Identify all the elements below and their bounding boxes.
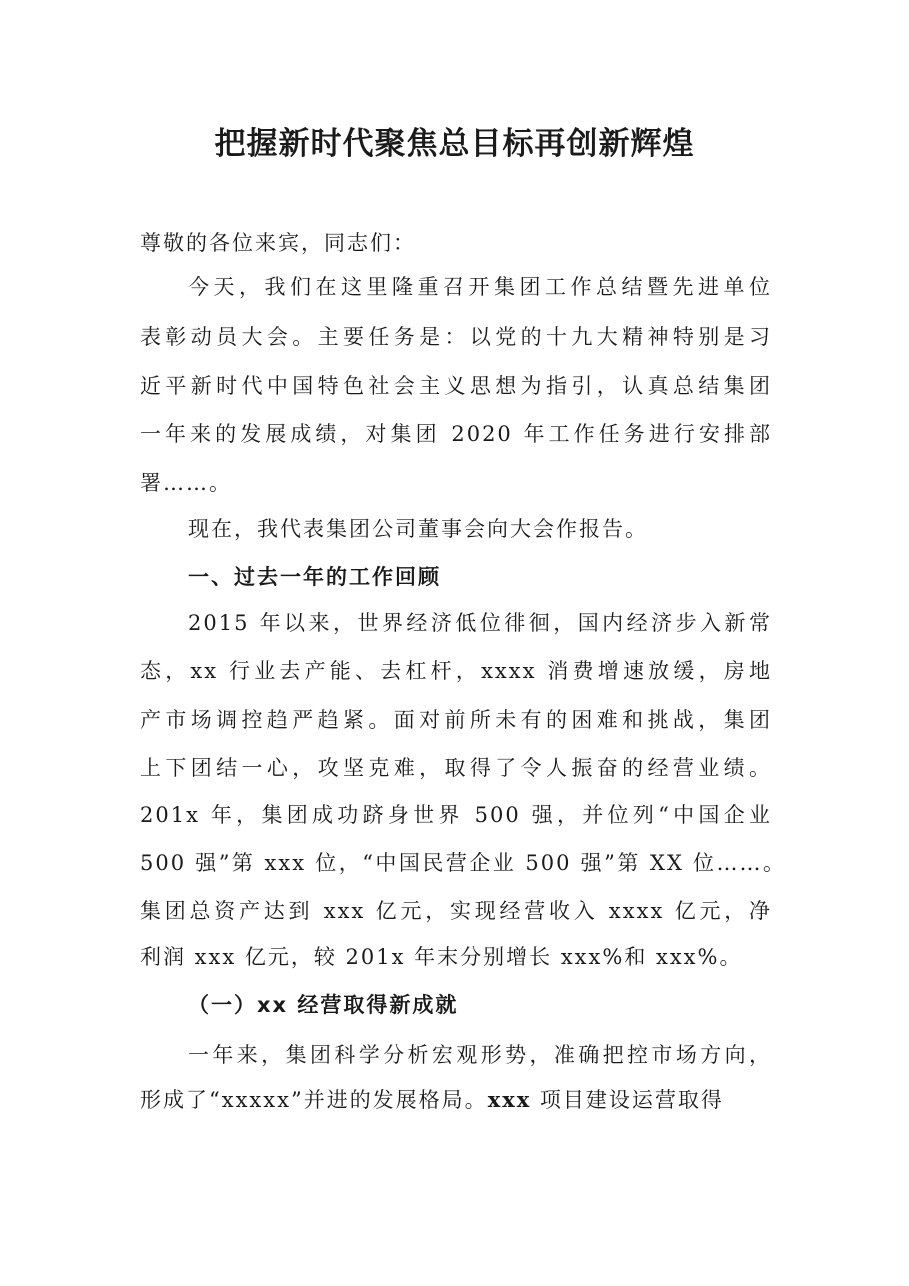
paragraph-line: 今天，我们在这里隆重召开集团工作总结暨先进单位: [188, 275, 772, 299]
paragraph-line: 201x 年，集团成功跻身世界 500 强，并位列“中国企业: [140, 803, 772, 827]
bold-project-code: xxx: [487, 1087, 532, 1112]
paragraph-line: 集团总资产达到 xxx 亿元，实现经营收入 xxxx 亿元，净: [140, 899, 772, 923]
paragraph-line: 近平新时代中国特色社会主义思想为指引，认真总结集团: [140, 374, 772, 398]
paragraph-line: 利润 xxx 亿元，较 201x 年末分别增长 xxx%和 xxx%。: [140, 945, 743, 969]
paragraph-line: 2015 年以来，世界经济低位徘徊，国内经济步入新常: [188, 611, 772, 635]
paragraph-line: 态，xx 行业去产能、去杠杆，xxxx 消费增速放缓，房地: [140, 659, 772, 683]
paragraph-line: 一年来的发展成绩，对集团 2020 年工作任务进行安排部: [140, 422, 772, 446]
paragraph-line: 500 强”第 xxx 位，“中国民营企业 500 强”第 XX 位……。: [140, 851, 786, 875]
paragraph-text: 项目建设运营取得: [531, 1088, 724, 1112]
paragraph-line: 现在，我代表集团公司董事会向大会作报告。: [188, 517, 648, 541]
subsection-heading: （一）xx 经营取得新成就: [188, 993, 459, 1017]
section-heading: 一、过去一年的工作回顾: [188, 565, 441, 589]
salutation: 尊敬的各位来宾，同志们：: [140, 231, 416, 255]
paragraph-line: 产市场调控趋严趋紧。面对前所未有的困难和挑战，集团: [140, 708, 772, 732]
paragraph-line: 上下团结一心，攻坚克难，取得了令人振奋的经营业绩。: [140, 756, 772, 780]
paragraph-line: 署……。: [140, 471, 232, 495]
paragraph-line: [140, 1085, 780, 1115]
paragraph-text: 形成了“xxxxx”并进的发展格局。: [140, 1088, 488, 1112]
paragraph-line: 一年来，集团科学分析宏观形势，准确把控市场方向，: [188, 1043, 772, 1067]
document-title: 把握新时代聚焦总目标再创新辉煌: [214, 126, 695, 162]
paragraph-line: 表彰动员大会。主要任务是：以党的十九大精神特别是习: [140, 325, 772, 349]
